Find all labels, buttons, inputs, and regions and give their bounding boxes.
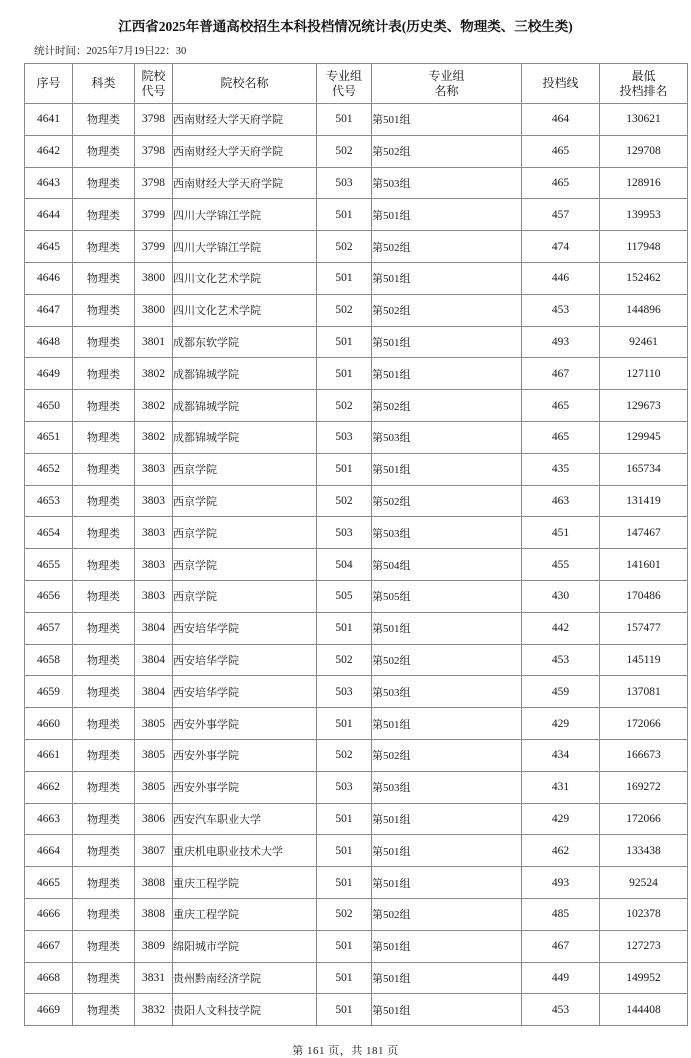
cell-school-code: 3805 bbox=[135, 708, 173, 740]
cell-seq: 4647 bbox=[25, 294, 73, 326]
cell-category: 物理类 bbox=[73, 358, 135, 390]
cell-score-line: 435 bbox=[522, 453, 600, 485]
cell-score-line: 453 bbox=[522, 994, 600, 1026]
cell-school-name: 四川文化艺术学院 bbox=[173, 294, 317, 326]
cell-category: 物理类 bbox=[73, 898, 135, 930]
cell-score-line: 453 bbox=[522, 294, 600, 326]
cell-score-line: 465 bbox=[522, 135, 600, 167]
cell-group-name: 第501组 bbox=[372, 199, 522, 231]
header-group-name-line2: 名称 bbox=[434, 83, 459, 98]
cell-category: 物理类 bbox=[73, 644, 135, 676]
cell-score-line: 493 bbox=[522, 867, 600, 899]
cell-group-code: 501 bbox=[317, 962, 372, 994]
cell-seq: 4641 bbox=[25, 104, 73, 136]
table-row bbox=[25, 644, 688, 676]
header-school-code-line2: 代号 bbox=[141, 83, 166, 98]
table-row bbox=[25, 453, 688, 485]
page-title: 江西省2025年普通高校招生本科投档情况统计表(历史类、物理类、三校生类) bbox=[118, 19, 573, 34]
cell-group-code: 501 bbox=[317, 994, 372, 1026]
cell-score-line: 465 bbox=[522, 390, 600, 422]
header-group-code bbox=[317, 64, 372, 104]
cell-school-code: 3804 bbox=[135, 676, 173, 708]
cell-category: 物理类 bbox=[73, 294, 135, 326]
cell-category: 物理类 bbox=[73, 135, 135, 167]
admission-table bbox=[24, 63, 688, 1026]
cell-rank: 147467 bbox=[600, 517, 688, 549]
table-row bbox=[25, 199, 688, 231]
table-row bbox=[25, 135, 688, 167]
header-group-code-line2: 代号 bbox=[331, 83, 356, 98]
table-row bbox=[25, 580, 688, 612]
cell-group-code: 502 bbox=[317, 135, 372, 167]
cell-school-name: 四川文化艺术学院 bbox=[173, 262, 317, 294]
cell-seq: 4665 bbox=[25, 867, 73, 899]
cell-group-name: 第503组 bbox=[372, 676, 522, 708]
cell-category: 物理类 bbox=[73, 549, 135, 581]
table-row bbox=[25, 867, 688, 899]
cell-group-code: 503 bbox=[317, 771, 372, 803]
cell-seq: 4645 bbox=[25, 231, 73, 263]
cell-category: 物理类 bbox=[73, 167, 135, 199]
cell-seq: 4643 bbox=[25, 167, 73, 199]
cell-score-line: 463 bbox=[522, 485, 600, 517]
cell-group-name: 第501组 bbox=[372, 358, 522, 390]
cell-category: 物理类 bbox=[73, 390, 135, 422]
cell-rank: 92461 bbox=[600, 326, 688, 358]
table-row bbox=[25, 612, 688, 644]
cell-rank: 149952 bbox=[600, 962, 688, 994]
cell-rank: 166673 bbox=[600, 739, 688, 771]
cell-group-name: 第501组 bbox=[372, 803, 522, 835]
cell-rank: 102378 bbox=[600, 898, 688, 930]
cell-school-name: 西京学院 bbox=[173, 453, 317, 485]
cell-group-code: 501 bbox=[317, 326, 372, 358]
cell-school-name: 重庆工程学院 bbox=[173, 867, 317, 899]
cell-category: 物理类 bbox=[73, 612, 135, 644]
cell-group-name: 第501组 bbox=[372, 262, 522, 294]
cell-group-name: 第502组 bbox=[372, 644, 522, 676]
cell-seq: 4659 bbox=[25, 676, 73, 708]
cell-group-code: 503 bbox=[317, 676, 372, 708]
cell-category: 物理类 bbox=[73, 231, 135, 263]
cell-score-line: 467 bbox=[522, 930, 600, 962]
cell-rank: 127273 bbox=[600, 930, 688, 962]
cell-group-name: 第501组 bbox=[372, 930, 522, 962]
table-row bbox=[25, 549, 688, 581]
cell-rank: 165734 bbox=[600, 453, 688, 485]
cell-group-name: 第501组 bbox=[372, 994, 522, 1026]
cell-rank: 92524 bbox=[600, 867, 688, 899]
cell-score-line: 485 bbox=[522, 898, 600, 930]
table-row bbox=[25, 994, 688, 1026]
cell-group-code: 501 bbox=[317, 199, 372, 231]
cell-group-name: 第501组 bbox=[372, 104, 522, 136]
cell-school-code: 3805 bbox=[135, 739, 173, 771]
cell-group-code: 502 bbox=[317, 898, 372, 930]
cell-score-line: 467 bbox=[522, 358, 600, 390]
cell-group-name: 第502组 bbox=[372, 390, 522, 422]
cell-school-name: 贵阳人文科技学院 bbox=[173, 994, 317, 1026]
cell-school-name: 成都东软学院 bbox=[173, 326, 317, 358]
cell-category: 物理类 bbox=[73, 326, 135, 358]
cell-group-code: 501 bbox=[317, 803, 372, 835]
header-rank-line1: 最低 bbox=[631, 68, 656, 83]
cell-seq: 4654 bbox=[25, 517, 73, 549]
cell-group-code: 501 bbox=[317, 835, 372, 867]
cell-seq: 4663 bbox=[25, 803, 73, 835]
table-row bbox=[25, 326, 688, 358]
header-group-code-line1: 专业组 bbox=[325, 68, 362, 83]
cell-school-code: 3808 bbox=[135, 867, 173, 899]
cell-school-name: 西安培华学院 bbox=[173, 676, 317, 708]
cell-school-code: 3809 bbox=[135, 930, 173, 962]
cell-category: 物理类 bbox=[73, 199, 135, 231]
cell-group-code: 501 bbox=[317, 612, 372, 644]
cell-group-name: 第502组 bbox=[372, 231, 522, 263]
cell-score-line: 465 bbox=[522, 167, 600, 199]
cell-category: 物理类 bbox=[73, 262, 135, 294]
cell-group-code: 505 bbox=[317, 580, 372, 612]
cell-school-code: 3803 bbox=[135, 580, 173, 612]
cell-seq: 4662 bbox=[25, 771, 73, 803]
cell-group-name: 第503组 bbox=[372, 517, 522, 549]
cell-school-name: 西安培华学院 bbox=[173, 612, 317, 644]
cell-school-code: 3807 bbox=[135, 835, 173, 867]
cell-seq: 4660 bbox=[25, 708, 73, 740]
cell-school-code: 3803 bbox=[135, 549, 173, 581]
cell-category: 物理类 bbox=[73, 835, 135, 867]
cell-group-code: 502 bbox=[317, 644, 372, 676]
table-header bbox=[25, 64, 688, 104]
cell-score-line: 430 bbox=[522, 580, 600, 612]
cell-school-code: 3798 bbox=[135, 135, 173, 167]
table-row bbox=[25, 421, 688, 453]
cell-group-name: 第505组 bbox=[372, 580, 522, 612]
cell-school-code: 3800 bbox=[135, 294, 173, 326]
cell-group-name: 第501组 bbox=[372, 453, 522, 485]
cell-school-code: 3803 bbox=[135, 517, 173, 549]
cell-rank: 172066 bbox=[600, 708, 688, 740]
cell-seq: 4651 bbox=[25, 421, 73, 453]
cell-rank: 128916 bbox=[600, 167, 688, 199]
cell-rank: 127110 bbox=[600, 358, 688, 390]
header-school-code-line1: 院校 bbox=[141, 68, 166, 83]
cell-seq: 4664 bbox=[25, 835, 73, 867]
cell-seq: 4650 bbox=[25, 390, 73, 422]
cell-school-code: 3802 bbox=[135, 358, 173, 390]
cell-school-name: 重庆机电职业技术大学 bbox=[173, 835, 317, 867]
cell-score-line: 446 bbox=[522, 262, 600, 294]
cell-group-name: 第502组 bbox=[372, 898, 522, 930]
cell-seq: 4646 bbox=[25, 262, 73, 294]
cell-school-name: 成都锦城学院 bbox=[173, 390, 317, 422]
header-seq: 序号 bbox=[25, 64, 73, 104]
cell-category: 物理类 bbox=[73, 580, 135, 612]
table-row bbox=[25, 898, 688, 930]
cell-school-name: 成都锦城学院 bbox=[173, 421, 317, 453]
cell-rank: 144896 bbox=[600, 294, 688, 326]
cell-seq: 4642 bbox=[25, 135, 73, 167]
cell-rank: 129945 bbox=[600, 421, 688, 453]
cell-score-line: 474 bbox=[522, 231, 600, 263]
cell-seq: 4644 bbox=[25, 199, 73, 231]
header-school-code bbox=[135, 64, 173, 104]
cell-category: 物理类 bbox=[73, 771, 135, 803]
table-row bbox=[25, 803, 688, 835]
header-category: 科类 bbox=[73, 64, 135, 104]
header-score-line: 投档线 bbox=[522, 64, 600, 104]
cell-group-code: 502 bbox=[317, 390, 372, 422]
cell-group-code: 501 bbox=[317, 104, 372, 136]
cell-group-name: 第501组 bbox=[372, 867, 522, 899]
cell-score-line: 453 bbox=[522, 644, 600, 676]
cell-category: 物理类 bbox=[73, 739, 135, 771]
cell-school-name: 成都锦城学院 bbox=[173, 358, 317, 390]
cell-school-name: 西安汽车职业大学 bbox=[173, 803, 317, 835]
cell-rank: 131419 bbox=[600, 485, 688, 517]
cell-school-name: 西安外事学院 bbox=[173, 739, 317, 771]
cell-rank: 152462 bbox=[600, 262, 688, 294]
cell-group-name: 第503组 bbox=[372, 421, 522, 453]
cell-category: 物理类 bbox=[73, 453, 135, 485]
table-row bbox=[25, 231, 688, 263]
cell-group-code: 502 bbox=[317, 739, 372, 771]
cell-group-name: 第503组 bbox=[372, 771, 522, 803]
cell-rank: 129708 bbox=[600, 135, 688, 167]
table-row bbox=[25, 739, 688, 771]
cell-score-line: 429 bbox=[522, 708, 600, 740]
header-group-name-line1: 专业组 bbox=[428, 68, 465, 83]
cell-school-name: 重庆工程学院 bbox=[173, 898, 317, 930]
cell-category: 物理类 bbox=[73, 104, 135, 136]
cell-score-line: 442 bbox=[522, 612, 600, 644]
cell-category: 物理类 bbox=[73, 485, 135, 517]
cell-school-code: 3802 bbox=[135, 421, 173, 453]
cell-rank: 129673 bbox=[600, 390, 688, 422]
cell-group-name: 第503组 bbox=[372, 167, 522, 199]
cell-category: 物理类 bbox=[73, 708, 135, 740]
cell-group-name: 第502组 bbox=[372, 294, 522, 326]
cell-rank: 141601 bbox=[600, 549, 688, 581]
table-row bbox=[25, 294, 688, 326]
cell-school-name: 西京学院 bbox=[173, 580, 317, 612]
cell-group-name: 第502组 bbox=[372, 485, 522, 517]
cell-rank: 139953 bbox=[600, 199, 688, 231]
cell-seq: 4649 bbox=[25, 358, 73, 390]
cell-rank: 130621 bbox=[600, 104, 688, 136]
table-row bbox=[25, 930, 688, 962]
header-group-name bbox=[372, 64, 522, 104]
cell-rank: 157477 bbox=[600, 612, 688, 644]
cell-group-name: 第501组 bbox=[372, 962, 522, 994]
header-rank-line2: 投档排名 bbox=[619, 83, 668, 98]
table-body bbox=[25, 104, 688, 1026]
cell-rank: 133438 bbox=[600, 835, 688, 867]
cell-category: 物理类 bbox=[73, 930, 135, 962]
cell-rank: 169272 bbox=[600, 771, 688, 803]
cell-rank: 170486 bbox=[600, 580, 688, 612]
table-row bbox=[25, 962, 688, 994]
cell-score-line: 451 bbox=[522, 517, 600, 549]
cell-seq: 4653 bbox=[25, 485, 73, 517]
cell-score-line: 464 bbox=[522, 104, 600, 136]
cell-seq: 4668 bbox=[25, 962, 73, 994]
cell-score-line: 455 bbox=[522, 549, 600, 581]
cell-school-name: 西南财经大学天府学院 bbox=[173, 167, 317, 199]
table-row bbox=[25, 358, 688, 390]
cell-school-code: 3798 bbox=[135, 167, 173, 199]
cell-score-line: 449 bbox=[522, 962, 600, 994]
cell-group-code: 504 bbox=[317, 549, 372, 581]
header-school-name: 院校名称 bbox=[173, 64, 317, 104]
cell-score-line: 429 bbox=[522, 803, 600, 835]
cell-group-code: 501 bbox=[317, 867, 372, 899]
cell-group-code: 502 bbox=[317, 231, 372, 263]
cell-category: 物理类 bbox=[73, 962, 135, 994]
cell-school-code: 3804 bbox=[135, 612, 173, 644]
cell-score-line: 457 bbox=[522, 199, 600, 231]
table-row bbox=[25, 676, 688, 708]
cell-seq: 4658 bbox=[25, 644, 73, 676]
cell-rank: 145119 bbox=[600, 644, 688, 676]
cell-school-code: 3804 bbox=[135, 644, 173, 676]
cell-rank: 172066 bbox=[600, 803, 688, 835]
cell-school-code: 3831 bbox=[135, 962, 173, 994]
table-row bbox=[25, 262, 688, 294]
table-row bbox=[25, 485, 688, 517]
cell-category: 物理类 bbox=[73, 867, 135, 899]
cell-school-code: 3805 bbox=[135, 771, 173, 803]
cell-group-name: 第501组 bbox=[372, 326, 522, 358]
cell-category: 物理类 bbox=[73, 421, 135, 453]
cell-seq: 4656 bbox=[25, 580, 73, 612]
table-row bbox=[25, 167, 688, 199]
cell-school-name: 绵阳城市学院 bbox=[173, 930, 317, 962]
cell-group-code: 501 bbox=[317, 262, 372, 294]
cell-school-code: 3803 bbox=[135, 485, 173, 517]
page-footer: 第 161 页，共 181 页 bbox=[292, 1045, 399, 1058]
cell-group-name: 第504组 bbox=[372, 549, 522, 581]
cell-school-code: 3801 bbox=[135, 326, 173, 358]
cell-group-code: 502 bbox=[317, 294, 372, 326]
cell-school-name: 西安外事学院 bbox=[173, 708, 317, 740]
cell-school-code: 3832 bbox=[135, 994, 173, 1026]
cell-school-code: 3799 bbox=[135, 231, 173, 263]
cell-group-code: 503 bbox=[317, 517, 372, 549]
cell-score-line: 434 bbox=[522, 739, 600, 771]
cell-school-name: 西南财经大学天府学院 bbox=[173, 135, 317, 167]
cell-school-name: 西京学院 bbox=[173, 549, 317, 581]
table-row bbox=[25, 517, 688, 549]
cell-group-code: 501 bbox=[317, 453, 372, 485]
cell-group-name: 第502组 bbox=[372, 135, 522, 167]
cell-school-name: 西安培华学院 bbox=[173, 644, 317, 676]
cell-school-name: 西南财经大学天府学院 bbox=[173, 104, 317, 136]
cell-seq: 4666 bbox=[25, 898, 73, 930]
cell-score-line: 462 bbox=[522, 835, 600, 867]
cell-school-name: 四川大学锦江学院 bbox=[173, 231, 317, 263]
document-page bbox=[0, 18, 691, 1058]
cell-school-name: 西安外事学院 bbox=[173, 771, 317, 803]
cell-school-code: 3806 bbox=[135, 803, 173, 835]
table-header-row bbox=[25, 64, 688, 104]
table-row bbox=[25, 771, 688, 803]
cell-group-code: 503 bbox=[317, 421, 372, 453]
cell-group-code: 502 bbox=[317, 485, 372, 517]
cell-score-line: 465 bbox=[522, 421, 600, 453]
cell-school-code: 3800 bbox=[135, 262, 173, 294]
cell-seq: 4652 bbox=[25, 453, 73, 485]
cell-group-code: 503 bbox=[317, 167, 372, 199]
header-rank bbox=[600, 64, 688, 104]
cell-category: 物理类 bbox=[73, 994, 135, 1026]
cell-rank: 117948 bbox=[600, 231, 688, 263]
cell-seq: 4667 bbox=[25, 930, 73, 962]
cell-group-code: 501 bbox=[317, 708, 372, 740]
cell-group-code: 501 bbox=[317, 358, 372, 390]
table-row bbox=[25, 104, 688, 136]
cell-rank: 144408 bbox=[600, 994, 688, 1026]
cell-category: 物理类 bbox=[73, 803, 135, 835]
cell-category: 物理类 bbox=[73, 676, 135, 708]
cell-school-code: 3808 bbox=[135, 898, 173, 930]
cell-school-name: 贵州黔南经济学院 bbox=[173, 962, 317, 994]
cell-group-name: 第501组 bbox=[372, 708, 522, 740]
cell-school-code: 3798 bbox=[135, 104, 173, 136]
cell-school-code: 3802 bbox=[135, 390, 173, 422]
cell-school-name: 四川大学锦江学院 bbox=[173, 199, 317, 231]
cell-seq: 4655 bbox=[25, 549, 73, 581]
cell-school-name: 西京学院 bbox=[173, 517, 317, 549]
cell-group-name: 第501组 bbox=[372, 835, 522, 867]
cell-seq: 4661 bbox=[25, 739, 73, 771]
cell-seq: 4648 bbox=[25, 326, 73, 358]
cell-school-name: 西京学院 bbox=[173, 485, 317, 517]
cell-school-code: 3799 bbox=[135, 199, 173, 231]
statistics-time: 统计时间：2025年7月19日22：30 bbox=[34, 46, 187, 57]
cell-score-line: 431 bbox=[522, 771, 600, 803]
cell-group-name: 第502组 bbox=[372, 739, 522, 771]
cell-score-line: 459 bbox=[522, 676, 600, 708]
cell-rank: 137081 bbox=[600, 676, 688, 708]
cell-score-line: 493 bbox=[522, 326, 600, 358]
cell-group-name: 第501组 bbox=[372, 612, 522, 644]
table-row bbox=[25, 835, 688, 867]
table-row bbox=[25, 390, 688, 422]
cell-category: 物理类 bbox=[73, 517, 135, 549]
cell-school-code: 3803 bbox=[135, 453, 173, 485]
cell-group-code: 501 bbox=[317, 930, 372, 962]
cell-seq: 4657 bbox=[25, 612, 73, 644]
table-row bbox=[25, 708, 688, 740]
cell-seq: 4669 bbox=[25, 994, 73, 1026]
